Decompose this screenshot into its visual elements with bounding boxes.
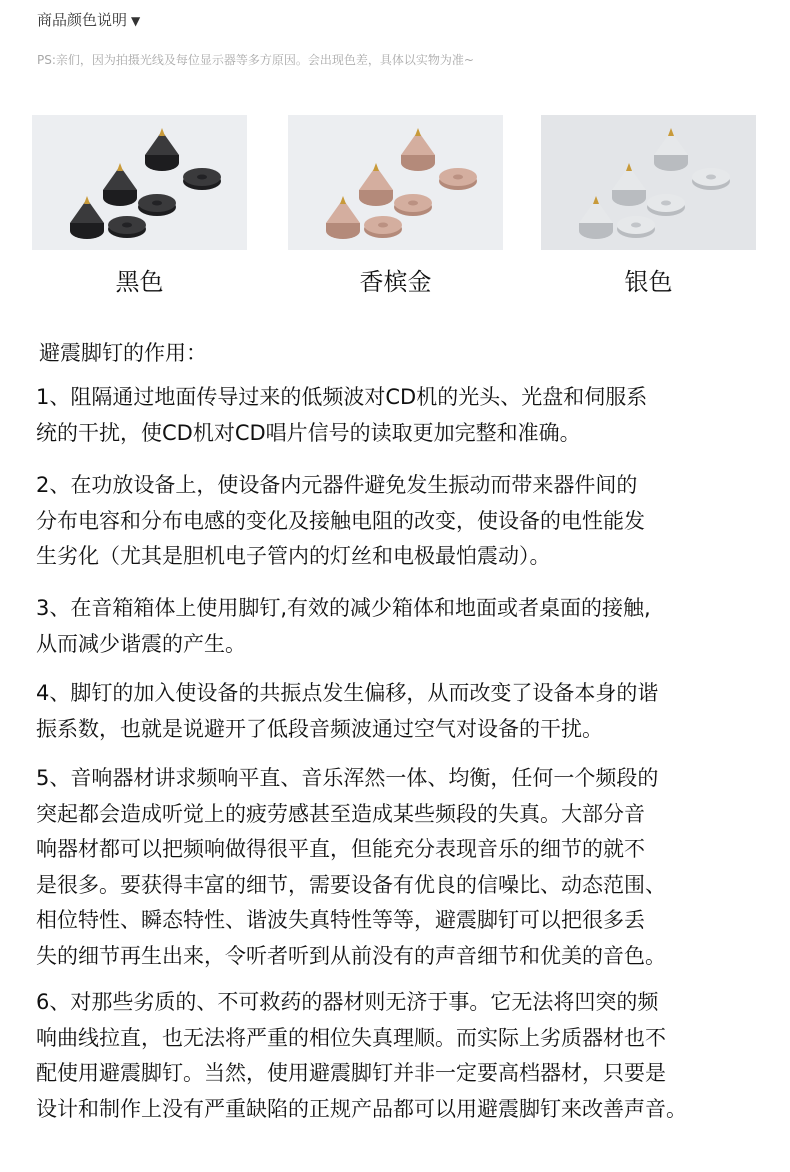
paragraph-line: 2、在功放设备上，使设备内元器件避免发生振动而带来器件间的 [36, 473, 638, 497]
paragraph-4 [36, 676, 766, 747]
paragraph-1 [36, 380, 766, 451]
paragraph-line: 5、音响器材讲求频响平直、音乐浑然一体、均衡，任何一个频段的 [36, 766, 659, 790]
product-photo-black [32, 115, 247, 250]
section-title: 避震脚钉的作用： [39, 341, 207, 365]
paragraph-line: 突起都会造成听觉上的疲劳感甚至造成某些频段的失真。大部分音 [36, 801, 645, 826]
pad-disc [394, 194, 432, 216]
pad-disc [364, 216, 402, 238]
paragraph-line: 振系数，也就是说避开了低段音频波通过空气对设备的干扰。 [36, 716, 603, 741]
paragraph-6 [36, 985, 766, 1127]
pad-disc [108, 216, 146, 238]
paragraph-line: 失的细节再生出来，令听者听到从前没有的声音细节和优美的音色。 [36, 943, 666, 968]
paragraph-5 [36, 761, 766, 974]
paragraph-line: 响曲线拉直，也无法将严重的相位失真理顺。而实际上劣质器材也不 [36, 1025, 666, 1050]
paragraph-3 [36, 591, 766, 662]
product-photo-silver [541, 115, 756, 250]
paragraph-line: 3、在音箱箱体上使用脚钉,有效的减少箱体和地面或者桌面的接触, [36, 596, 651, 620]
color-label-champagne: 香槟金 [359, 268, 432, 296]
paragraph-2 [36, 468, 766, 575]
color-info-header [37, 9, 140, 30]
paragraph-line: 生劣化（尤其是胆机电子管内的灯丝和电极最怕震动）。 [36, 544, 551, 568]
paragraph-line: 6、对那些劣质的、不可救药的器材则无济于事。它无法将凹突的频 [36, 990, 659, 1014]
pad-disc [138, 194, 176, 216]
paragraph-line: 统的干扰，使CD机对CD唱片信号的读取更加完整和准确。 [36, 420, 581, 445]
pad-disc [617, 216, 655, 238]
paragraph-line: 设计和制作上没有严重缺陷的正规产品都可以用避震脚钉来改善声音。 [36, 1096, 687, 1121]
paragraph-line: 从而减少谐震的产生。 [36, 631, 246, 656]
pad-disc [647, 194, 685, 216]
header-title: 商品颜色说明 [37, 11, 128, 29]
paragraph-line: 是很多。要获得丰富的细节，需要设备有优良的信噪比、动态范围、 [36, 872, 666, 897]
triangle-down-icon: ▼ [131, 14, 141, 28]
product-photo-champagne [288, 115, 503, 250]
pad-disc [692, 168, 730, 190]
paragraph-line: 4、脚钉的加入使设备的共振点发生偏移，从而改变了设备本身的谐 [36, 681, 659, 705]
paragraph-line: 响器材都可以把频响做得很平直，但能充分表现音乐的细节的就不 [36, 837, 645, 861]
pad-disc [439, 168, 477, 190]
paragraph-line: 1、阻隔通过地面传导过来的低频波对CD机的光头、光盘和伺服系 [36, 385, 648, 409]
pad-disc [183, 168, 221, 190]
color-difference-note: PS:亲们，因为拍摄光线及每位显示器等多方原因。会出现色差，具体以实物为准~ [37, 53, 474, 67]
color-label-silver: 银色 [624, 268, 673, 296]
paragraph-line: 分布电容和分布电感的变化及接触电阻的改变，使设备的电性能发 [36, 508, 645, 533]
color-label-black: 黑色 [115, 268, 164, 296]
paragraph-line: 相位特性、瞬态特性、谐波失真特性等等，避震脚钉可以把很多丢 [36, 908, 645, 932]
paragraph-line: 配使用避震脚钉。当然，使用避震脚钉并非一定要高档器材，只要是 [36, 1061, 666, 1085]
